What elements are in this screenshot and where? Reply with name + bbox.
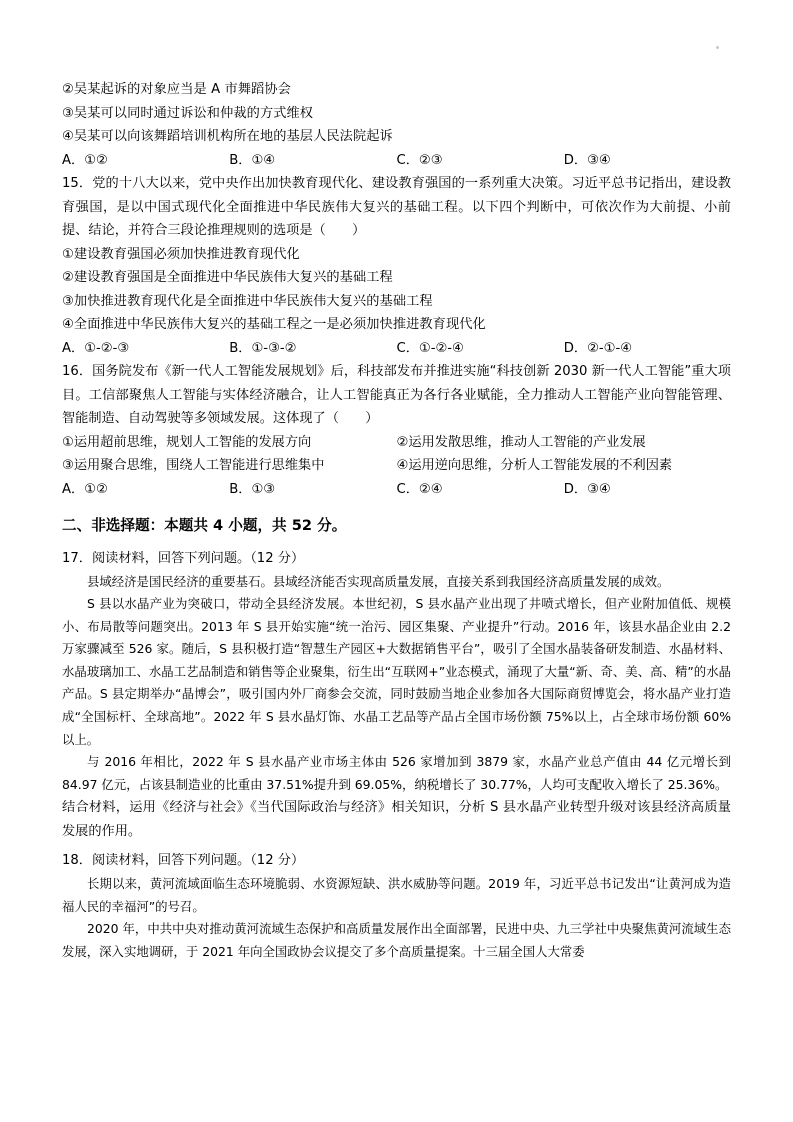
q14-option-2: ②吴某起诉的对象应当是 A 市舞蹈协会 <box>62 82 291 97</box>
q16-answer-c: C．②④ <box>396 481 443 497</box>
q16-answer-a: A．①② <box>62 481 108 497</box>
q16-option-2: ②运用发散思维，推动人工智能的产业发展 <box>396 434 646 450</box>
q15-answer-b: B．①-③-② <box>229 340 297 356</box>
q16-answer-d: D．③④ <box>563 481 611 497</box>
q15-answer-choices <box>62 337 731 361</box>
q17-heading: 17．阅读材料，回答下列问题。（12 分） <box>62 551 305 566</box>
q15-option-4: ④全面推进中华民族伟大复兴的基础工程之一是必须加快推进教育现代化 <box>62 317 486 332</box>
q15-option-1: ①建设教育强国必须加快推进教育现代化 <box>62 246 300 262</box>
q15-option-3: ③加快推进教育现代化是全面推进中华民族伟大复兴的基础工程 <box>62 293 433 309</box>
q18-material-paragraph-2: 2020 年，中共中央对推动黄河流域生态保护和高质量发展作出全面部署，民进中央、九三学社中央聚焦黄河流域生态发展，深入实地调研，于 2021 年向全国政协会议提交了多个高质量提案。十三届全国人大常委 <box>62 921 731 959</box>
q16-option-3: ③运用聚合思维，围绕人工智能进行思维集中 <box>62 458 325 473</box>
q16-answer-b: B．①③ <box>229 481 276 497</box>
q15-answer-a: A．①-②-③ <box>62 340 130 356</box>
q16-option-1: ①运用超前思维，规划人工智能的发展方向 <box>62 434 312 450</box>
q14-answer-choices <box>62 149 731 173</box>
q16-options-row-2 <box>62 454 731 478</box>
q15-option-2: ②建设教育强国是全面推进中华民族伟大复兴的基础工程 <box>62 270 393 285</box>
q17-material-paragraph-2: S 县以水晶产业为突破口，带动全县经济发展。本世纪初，S 县水晶产业出现了井喷式增长，但产业附加值低、规模小、布局散等问题突出。2013 年 S 县开始实施“统一治污、园区集聚、产业提升”行动。2016 年，该县水晶企业由 2.2 万家骤减至 526 家。随后，S 县积极打造“智慧生产园区+大数据销售平台”，吸引了全国水晶装备研发制造、水晶材料、水晶玻璃加工、水晶工艺品制造和销售等企业聚集，衍生出“互联网+”业态模式，涌现了大量“新、奇、美、高、精”的水晶产品。S 县定期举办“晶博会”，吸引国内外厂商参会交流，同时鼓励当地企业参加各大国际商贸博览会，将水晶产业打造成“全国标杆、全球高地”。2022 年 S 县水晶灯饰、水晶工艺品等产品占全国市场份额 75%以上，占全球市场份额 60%以上。 <box>62 596 731 747</box>
q15-stem: 15．党的十八大以来，党中央作出加快教育现代化、建设教育强国的一系列重大决策。习近平总书记指出，建设教育强国，是以中国式现代化全面推进中华民族伟大复兴的基础工程。以下四个判断中，可依次作为大前提、小前提、结论，并符合三段论推理规则的选项是（ ） <box>62 176 731 238</box>
q14-answer-a: A．①② <box>62 152 108 168</box>
q14-option-4: ④吴某可以向该舞蹈培训机构所在地的基层人民法院起诉 <box>62 129 393 144</box>
page-corner-mark <box>716 46 719 49</box>
section-two-title: 二、非选择题：本题共 4 小题，共 52 分。 <box>62 517 347 534</box>
q16-options-row-1 <box>62 431 731 455</box>
q15-answer-c: C．①-②-④ <box>396 340 464 356</box>
q16-option-4: ④运用逆向思维，分析人工智能发展的不利因素 <box>396 458 673 473</box>
q18-material-paragraph-1: 长期以来，黄河流域面临生态环境脆弱、水资源短缺、洪水威胁等问题。2019 年，习近平总书记发出“让黄河成为造福人民的幸福河”的号召。 <box>62 875 731 914</box>
q14-option-3: ③吴某可以同时通过诉讼和仲裁的方式维权 <box>62 105 314 121</box>
q16-stem: 16．国务院发布《新一代人工智能发展规划》后，科技部发布并推进实施“科技创新 2030 新一代人工智能”重大项目。工信部聚焦人工智能与实体经济融合，让人工智能真正为各行各业赋能，全力推动人工智能产业向智能管理、智能制造、自动驾驶等多领域发展。这体现了（ ） <box>62 364 731 426</box>
q17-material-paragraph-1: 县域经济是国民经济的重要基石。县域经济能否实现高质量发展，直接关系到我国经济高质量发展的成效。 <box>87 573 670 589</box>
q14-answer-d: D．③④ <box>563 152 611 168</box>
q17-requirement: 结合材料，运用《经济与社会》《当代国际政治与经济》相关知识，分析 S 县水晶产业转型升级对该县经济高质量发展的作用。 <box>62 800 731 839</box>
q15-answer-d: D．②-①-④ <box>563 340 633 356</box>
q14-answer-b: B．①④ <box>229 152 276 168</box>
q16-answer-choices <box>62 478 731 502</box>
q18-heading: 18．阅读材料，回答下列问题。（12 分） <box>62 853 305 869</box>
q17-material-paragraph-3: 与 2016 年相比，2022 年 S 县水晶产业市场主体由 526 家增加到 3879 家，水晶产业总产值由 44 亿元增长到 84.97 亿元，占该县制造业的比重由 37.51%提升到 69.05%，纳税增长了 30.77%，人均可支配收入增长了 25.36%。 <box>62 754 731 792</box>
q14-answer-c: C．②③ <box>396 152 443 168</box>
